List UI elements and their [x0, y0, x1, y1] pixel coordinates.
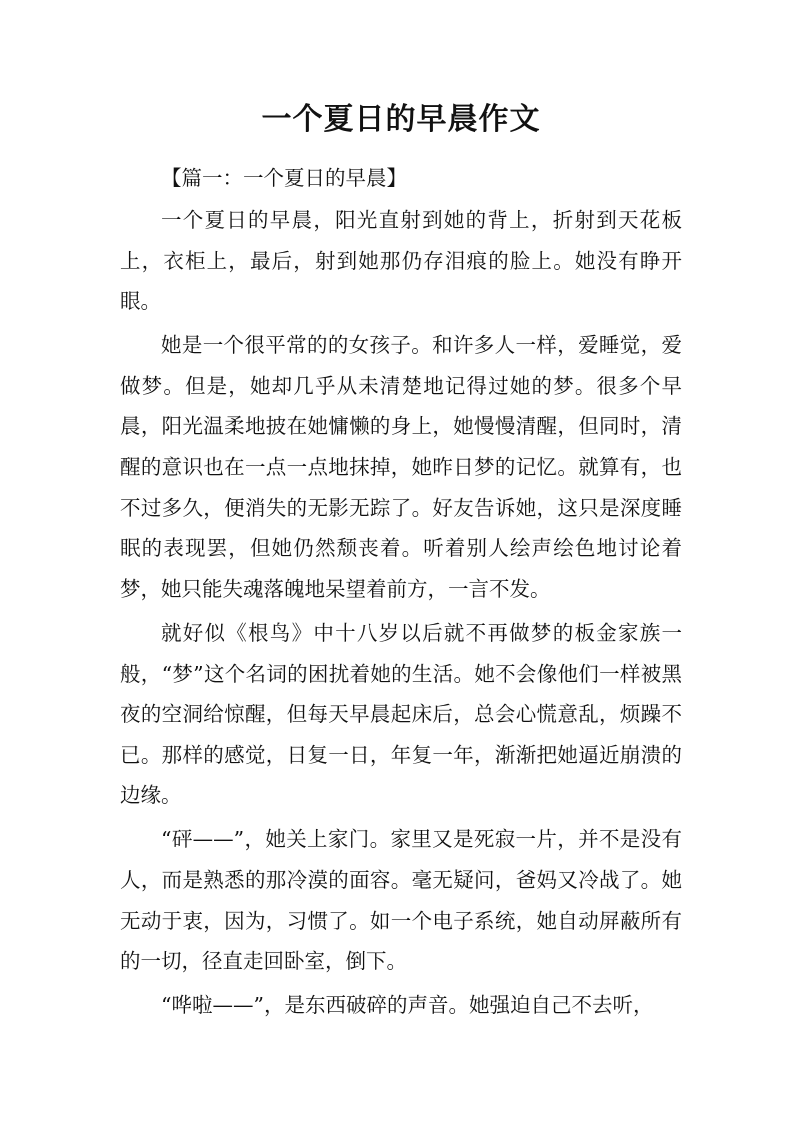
paragraph-3: 就好似《根鸟》中十八岁以后就不再做梦的板金家族一般，“梦”这个名词的困扰着她的生活。她不会像他们一样被黑夜的空洞给惊醒，但每天早晨起床后，总会心慌意乱，烦躁不已。那样的感觉，日复一日，年复一年，渐渐把她逼近崩溃的边缘。 — [120, 620, 682, 808]
section-heading: 【篇一：一个夏日的早晨】 — [161, 166, 407, 190]
paragraph-5: “哗啦——”，是东西破碎的声音。她强迫自己不去听， — [161, 993, 654, 1018]
paragraph-1: 一个夏日的早晨，阳光直射到她的背上，折射到天花板上，衣柜上，最后，射到她那仍存泪痕的脸上。她没有睁开眼。 — [120, 208, 682, 314]
paragraph-4: “砰——”，她关上家门。家里又是死寂一片，并不是没有人，而是熟悉的那冷漠的面容。毫无疑问，爸妈又冷战了。她无动于衷，因为，习惯了。如一个电子系统，她自动屏蔽所有的一切，径直走回卧室，倒下。 — [120, 827, 682, 974]
document-title: 一个夏日的早晨作文 — [261, 102, 541, 137]
paragraph-2: 她是一个很平常的的女孩子。和许多人一样，爱睡觉，爱做梦。但是，她却几乎从未清楚地记得过她的梦。很多个早晨，阳光温柔地披在她慵懒的身上，她慢慢清醒，但同时，清醒的意识也在一点一点地抹掉，她昨日梦的记忆。就算有，也不过多久，便消失的无影无踪了。好友告诉她，这只是深度睡眠的表现罢，但她仍然颓丧着。听着别人绘声绘色地讨论着梦，她只能失魂落魄地呆望着前方，一言不发。 — [120, 333, 682, 601]
